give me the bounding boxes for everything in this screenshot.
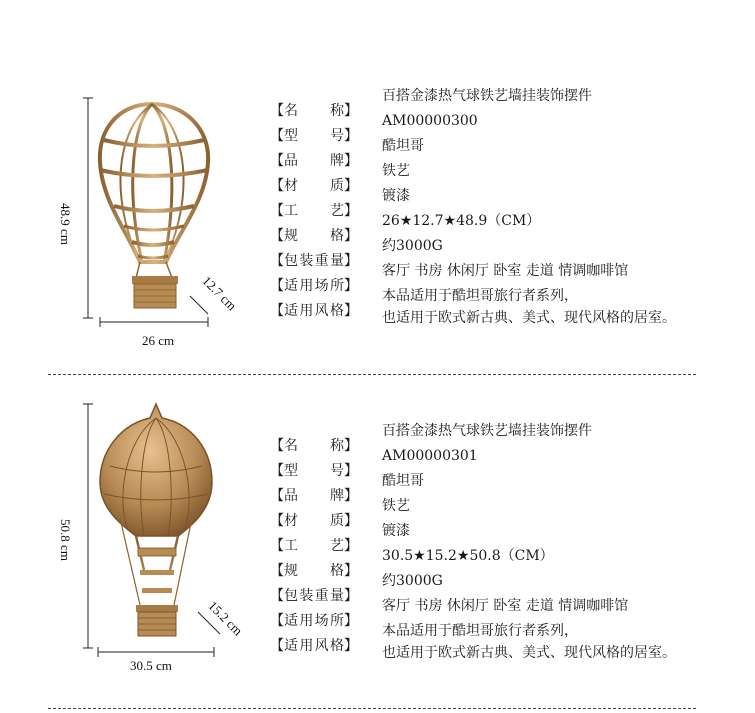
spec-row-name: 【 名称 】 百搭金漆热气球铁艺墙挂装饰摆件: [270, 420, 592, 442]
spec-value-continued: 也适用于欧式新古典、美式、现代风格的居室。: [382, 310, 676, 326]
spec-row-material: 【 材质 】 铁艺: [270, 495, 410, 517]
section-divider: [48, 374, 696, 375]
spec-value: 约3000G: [382, 573, 443, 589]
spec-row-weight: 【 包装重量 】 约3000G: [270, 570, 443, 592]
spec-value: 约3000G: [382, 238, 443, 254]
spec-value: 客厅 书房 休闲厅 卧室 走道 情调咖啡馆: [382, 263, 629, 279]
width-dimension-label: 26 cm: [142, 333, 175, 348]
spec-value: AM00000301: [382, 448, 478, 464]
depth-dimension-label: 15.2 cm: [205, 598, 246, 639]
spec-row-places: 【 适用场所 】 客厅 书房 休闲厅 卧室 走道 情调咖啡馆: [270, 260, 628, 282]
spec-row-places: 【 适用场所 】 客厅 书房 休闲厅 卧室 走道 情调咖啡馆: [270, 595, 628, 617]
spec-value: 铁艺: [382, 163, 410, 179]
height-dimension-label: 50.8 cm: [57, 519, 73, 561]
spec-value: 本品适用于酷坦哥旅行者系列，: [382, 623, 578, 639]
spec-value: 镀漆: [382, 188, 410, 204]
section-divider: [48, 708, 696, 709]
spec-value: 30.5★15.2★50.8（CM）: [382, 548, 554, 564]
spec-row-model: 【 型号 】 AM00000301: [270, 445, 478, 467]
spec-value: 客厅 书房 休闲厅 卧室 走道 情调咖啡馆: [382, 598, 629, 614]
height-dimension-label: 48.9 cm: [57, 203, 73, 245]
spec-row-weight: 【 包装重量 】 约3000G: [270, 235, 443, 257]
spec-value: 镀漆: [382, 523, 410, 539]
spec-value-continued: 也适用于欧式新古典、美式、现代风格的居室。: [382, 645, 676, 661]
spec-value: 酷坦哥: [382, 473, 424, 489]
spec-row-style: 【 适用风格 】 本品适用于酷坦哥旅行者系列， 也适用于欧式新古典、美式、现代风格的居室。: [270, 620, 578, 642]
spec-value: AM00000300: [382, 113, 478, 129]
spec-value: 26★12.7★48.9（CM）: [382, 213, 541, 229]
spec-value: 百搭金漆热气球铁艺墙挂装饰摆件: [382, 423, 592, 439]
depth-dimension-label: 12.7 cm: [199, 273, 240, 314]
spec-value: 铁艺: [382, 498, 410, 514]
spec-value: 酷坦哥: [382, 138, 424, 154]
spec-row-name: 【 名称 】 百搭金漆热气球铁艺墙挂装饰摆件: [270, 85, 592, 107]
spec-row-size: 【 规格 】 30.5★15.2★50.8（CM）: [270, 545, 554, 567]
spec-row-material: 【 材质 】 铁艺: [270, 160, 410, 182]
spec-row-craft: 【 工艺 】 镀漆: [270, 520, 410, 542]
spec-row-size: 【 规格 】 26★12.7★48.9（CM）: [270, 210, 540, 232]
spec-value: 百搭金漆热气球铁艺墙挂装饰摆件: [382, 88, 592, 104]
spec-row-model: 【 型号 】 AM00000300: [270, 110, 478, 132]
spec-row-brand: 【 品牌 】 酷坦哥: [270, 135, 424, 157]
spec-row-craft: 【 工艺 】 镀漆: [270, 185, 410, 207]
width-dimension-label: 30.5 cm: [130, 658, 172, 673]
spec-row-style: 【 适用风格 】 本品适用于酷坦哥旅行者系列， 也适用于欧式新古典、美式、现代风格的居室。: [270, 285, 578, 307]
spec-value: 本品适用于酷坦哥旅行者系列，: [382, 288, 578, 304]
spec-row-brand: 【 品牌 】 酷坦哥: [270, 470, 424, 492]
